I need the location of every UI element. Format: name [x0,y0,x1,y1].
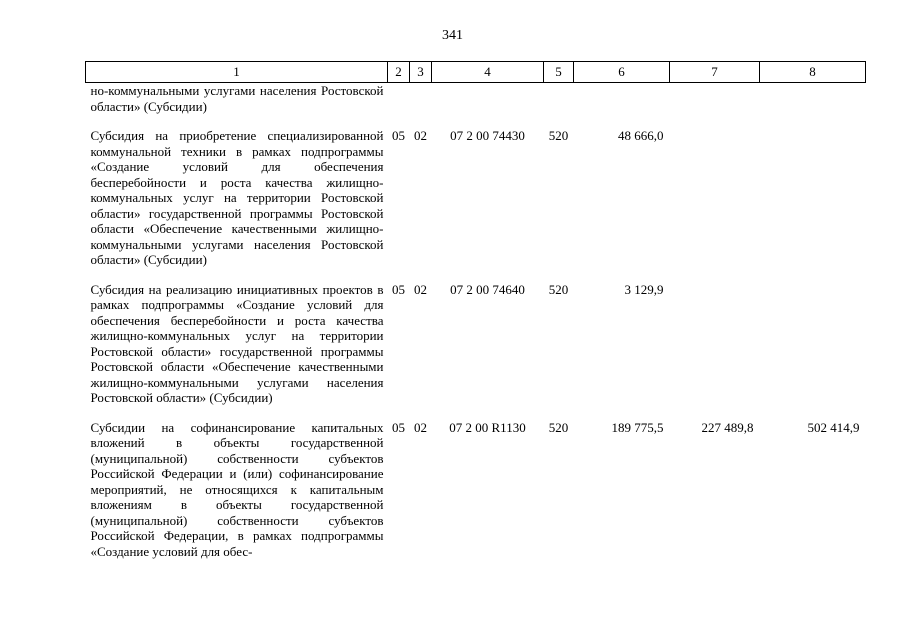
header-col-2: 2 [388,62,410,83]
row-value-1: 48 666,0 [618,128,664,143]
row-name: Субсидия на приобретение специализированной коммунальной техники в рамках подпрограммы «Создание условий для обеспечения бесперебойности и роста качества жилищно-коммунальных услуг на территории Ростовской области» государственной программы Ростовской области «Обеспечение качественными жилищно-коммунальными услугами населения Ростовской области» (Субсидии) [90,128,384,267]
row-name: Субсидия на реализацию инициативных проектов в рамках подпрограммы «Создание условий для обеспечения бесперебойности и роста качества жилищно-коммунальных услуг на территории Ростовской области» государственной программы Ростовской области «Обеспечение качественными жилищно-коммунальными услугами населения Ростовской области» (Субсидии) [90,281,384,405]
table-row [86,420,866,560]
row-value-2: 227 489,8 [701,419,754,435]
row-expense-type: 520 [548,281,569,297]
row-expense-type [544,83,574,115]
row-value-1: 3 129,9 [624,281,664,297]
row-value-2 [670,83,760,115]
row-section: 05 [392,128,405,143]
table-row [86,83,866,115]
row-expense-type: 520 [548,128,569,143]
page-number: 341 [442,28,463,43]
row-subsection [410,83,432,115]
row-name: но-коммунальными услугами населения Ростовской области» (Субсидии) [90,83,384,114]
row-value-3: 502 414,9 [807,419,860,435]
row-value-1 [574,83,670,115]
row-value-3 [760,282,866,406]
header-col-7: 7 [670,62,760,83]
header-row [86,62,866,83]
row-value-3 [760,83,866,115]
row-section [388,83,410,115]
header-col-8: 8 [760,62,866,83]
budget-table [85,61,866,559]
row-subsection: 02 [414,128,427,143]
row-target-article [432,83,544,115]
row-value-2 [670,128,760,268]
row-section: 05 [392,419,405,435]
header-col-5: 5 [544,62,574,83]
row-name: Субсидии на софинансирование капитальных вложений в объекты государственной (муниципальной) собственности субъектов Российской Федерации и (или) софинансирование мероприятий, не относящихся к капитальным вложениям в объекты государственной (муниципальной) собственности субъектов Российской Федерации, в рамках подпрограммы «Создание условий для обес- [90,419,384,559]
table-row [86,282,866,406]
row-subsection: 02 [414,281,427,297]
row-target-article: 07 2 00 74430 [450,128,525,143]
row-target-article: 07 2 00 74640 [450,281,525,297]
row-subsection: 02 [414,419,427,435]
row-value-2 [670,282,760,406]
row-section: 05 [392,281,405,297]
header-col-1: 1 [86,62,388,83]
row-target-article: 07 2 00 R1130 [449,419,526,435]
row-expense-type: 520 [548,419,569,435]
row-value-1: 189 775,5 [611,419,664,435]
header-col-6: 6 [574,62,670,83]
header-col-4: 4 [432,62,544,83]
table-row [86,128,866,268]
row-value-3 [760,128,866,268]
header-col-3: 3 [410,62,432,83]
